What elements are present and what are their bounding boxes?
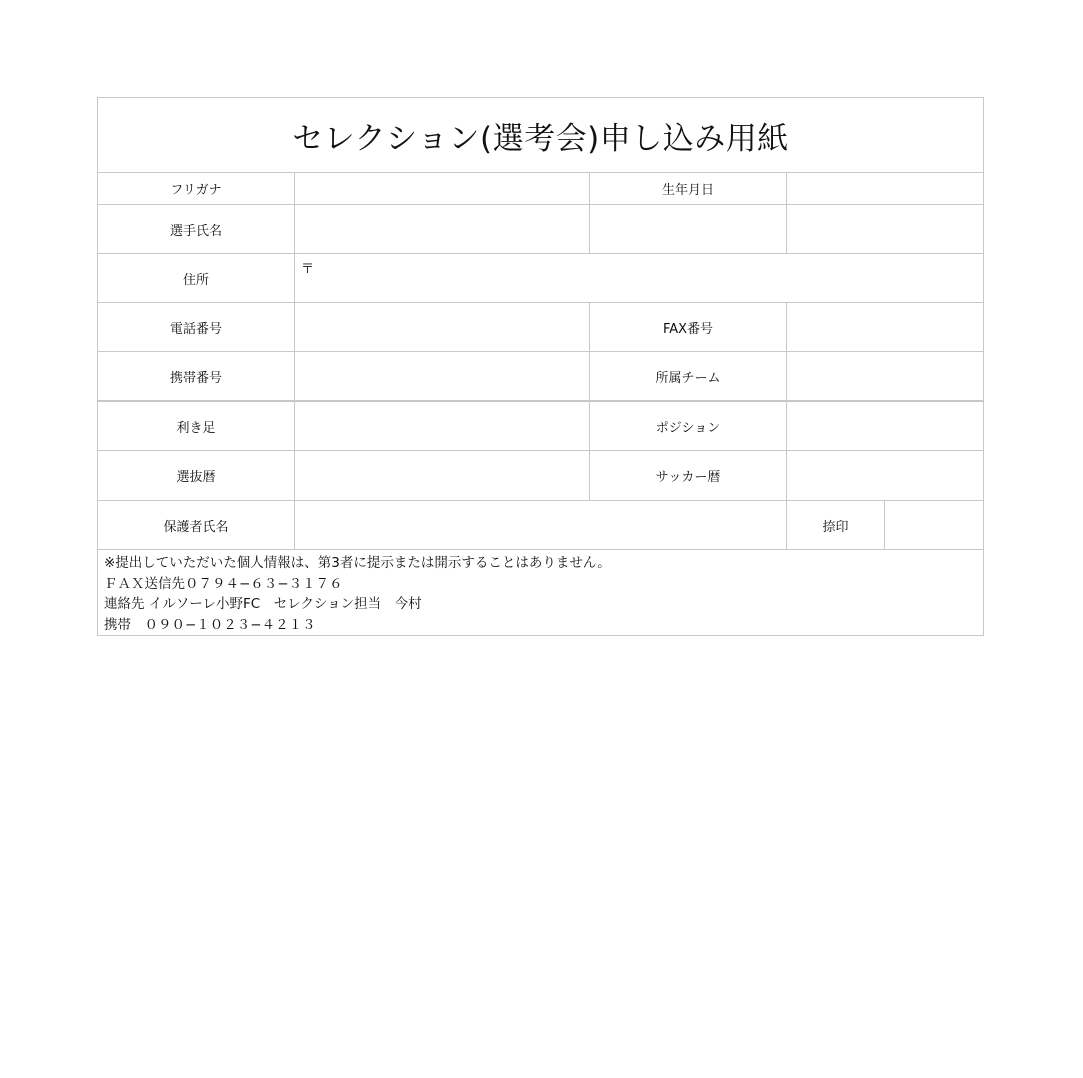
selection-history-field[interactable]: [294, 450, 590, 501]
player-name-field[interactable]: [294, 204, 590, 254]
furigana-field[interactable]: [294, 172, 590, 205]
notes-block: [97, 549, 984, 636]
seal-field[interactable]: [884, 500, 984, 550]
phone-field[interactable]: [294, 302, 590, 352]
birthdate-field[interactable]: [786, 172, 984, 205]
guardian-name-field[interactable]: [294, 500, 787, 550]
contact-info: 連絡先 イルソーレ小野FC セレクション担当 今村: [104, 596, 422, 612]
form-title: セレクション(選考会)申し込み用紙: [97, 97, 984, 173]
label-position: ポジション: [589, 401, 787, 451]
position-field[interactable]: [786, 401, 984, 451]
fax-destination: ＦＡＸ送信先０７９４−６３−３１７６: [104, 575, 343, 592]
contact-mobile: 携帯 ０９０−１０２３−４２１３: [104, 616, 316, 633]
soccer-history-field[interactable]: [786, 450, 984, 501]
label-fax: FAX番号: [589, 302, 787, 352]
label-guardian-name: 保護者氏名: [97, 500, 295, 550]
team-field[interactable]: [786, 351, 984, 401]
fax-field[interactable]: [786, 302, 984, 352]
label-player-name: 選手氏名: [97, 204, 295, 254]
privacy-note: ※提出していただいた個人情報は、第3者に提示または開示することはありません。: [104, 555, 611, 571]
label-address: 住所: [97, 253, 295, 303]
label-phone: 電話番号: [97, 302, 295, 352]
label-team: 所属チーム: [589, 351, 787, 401]
label-seal: 捺印: [786, 500, 885, 550]
label-mobile: 携帯番号: [97, 351, 295, 401]
birthdate-value-field[interactable]: [786, 204, 984, 254]
address-field[interactable]: [294, 253, 984, 303]
mobile-field[interactable]: [294, 351, 590, 401]
blank-cell[interactable]: [589, 204, 787, 254]
label-soccer-history: サッカー暦: [589, 450, 787, 501]
label-dominant-foot: 利き足: [97, 401, 295, 451]
application-form: [97, 97, 984, 636]
dominant-foot-field[interactable]: [294, 401, 590, 451]
postal-mark: 〒: [301, 262, 315, 277]
label-birthdate: 生年月日: [589, 172, 787, 205]
label-furigana: フリガナ: [97, 172, 295, 205]
label-selection-history: 選抜暦: [97, 450, 295, 501]
